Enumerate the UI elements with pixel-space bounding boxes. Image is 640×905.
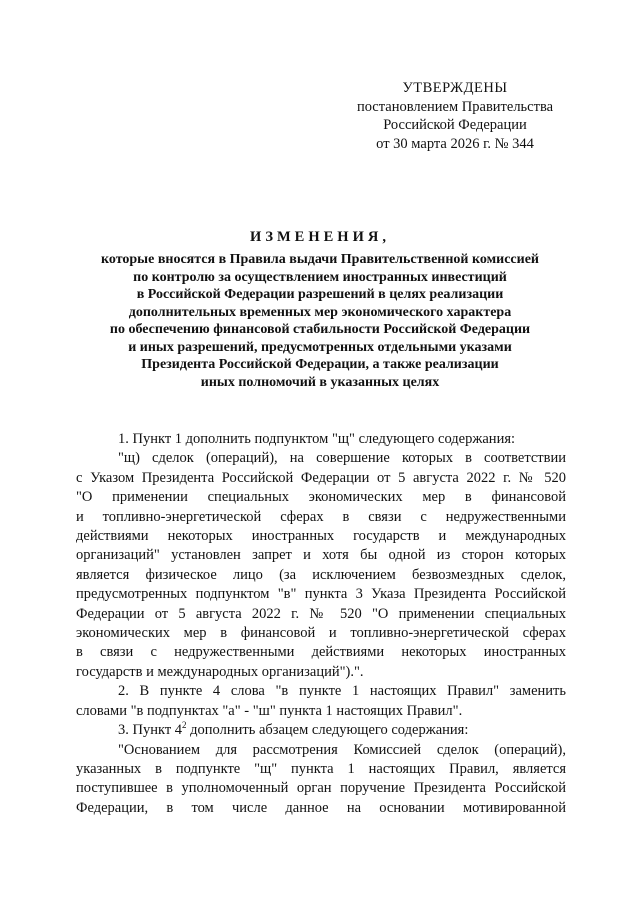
subtitle-line: иных полномочий в указанных целях — [200, 374, 440, 390]
subtitle-line: Президента Российской Федерации, а также реализации — [141, 357, 499, 372]
document-title: ИЗМЕНЕНИЯ, — [250, 229, 390, 245]
paragraph-line: "Основанием для рассмотрения Комиссией сделок (операций), — [118, 741, 566, 758]
subtitle-line: дополнительных временных мер экономического характера — [128, 304, 512, 320]
paragraph-line — [76, 721, 566, 740]
paragraph-line: с Указом Президента Российской Федерации от 5 августа 2022 г. № 520 — [76, 469, 566, 486]
paragraph-text: дополнить абзацем следующего содержания: — [186, 722, 469, 739]
paragraph-line: является физическое лицо (за исключением безвозмездных сделок, — [76, 566, 566, 583]
paragraph-line: предусмотренных подпунктом "в" пункта 3 Указа Президента Российской — [76, 586, 566, 603]
superscript: 2 — [182, 720, 187, 731]
paragraph-line: в связи с недружественными действиями некоторых иностранных — [76, 644, 566, 661]
paragraph-line: и топливно-энергетической сферах в связи с недружественными — [76, 508, 566, 525]
paragraph-line: Федерации от 5 августа 2022 г. № 520 "О применении специальных — [76, 605, 566, 622]
paragraph-line: экономических мер в финансовой и топливно-энергетической сферах — [76, 625, 566, 642]
paragraph-line: 1. Пункт 1 дополнить подпунктом "щ" следующего содержания: — [118, 431, 516, 447]
approval-line-1: постановлением Правительства — [356, 98, 554, 115]
subtitle-line: и иных разрешений, предусмотренных отдельными указами — [128, 339, 512, 355]
document-subtitle — [60, 251, 580, 391]
paragraph-line: государств и международных организаций").". — [76, 663, 364, 680]
paragraph-line: поступившее в уполномоченный орган поручение Президента Российской — [76, 780, 566, 797]
paragraph-4 — [76, 721, 566, 740]
paragraph-line: Федерации, в том числе данное на основании мотивированной — [76, 799, 566, 816]
paragraph-line: организаций" установлен запрет и хотя бы одной из сторон которых — [76, 547, 566, 564]
paragraph-3 — [76, 682, 566, 721]
approved-heading: УТВЕРЖДЕНЫ — [402, 80, 508, 96]
subtitle-line: по обеспечению финансовой стабильности Российской Федерации — [109, 322, 531, 337]
paragraph-line: "О применении специальных экономических мер в финансовой — [76, 489, 566, 506]
approval-line-3: от 30 марта 2026 г. № 344 — [376, 135, 534, 152]
subtitle-line: в Российской Федерации разрешений в целях реализации — [136, 287, 504, 302]
paragraph-line: 2. В пункте 4 слова "в пункте 1 настоящих Правил" заменить — [118, 683, 566, 700]
approval-line-2: Российской Федерации — [383, 117, 527, 133]
paragraph-5 — [76, 741, 566, 819]
subtitle-line: которые вносятся в Правила выдачи Правительственной комиссией — [101, 252, 539, 267]
paragraph-line: действиями некоторых иностранных государств и международных — [76, 528, 566, 545]
paragraph-2 — [76, 449, 566, 682]
paragraph-line: указанных в подпункте "щ" пункта 1 настоящих Правил, является — [76, 760, 566, 777]
subtitle-line: по контролю за осуществлением иностранных инвестиций — [133, 269, 507, 285]
paragraph-text: 3. Пункт 4 — [118, 722, 183, 739]
document-body — [76, 430, 566, 818]
paragraph-1 — [76, 430, 566, 449]
paragraph-line: словами "в подпунктах "а" - "ш" пункта 1 настоящих Правил". — [76, 702, 463, 719]
paragraph-line: "щ) сделок (операций), на совершение которых в соответствии — [118, 450, 566, 467]
approval-stamp — [340, 79, 570, 153]
